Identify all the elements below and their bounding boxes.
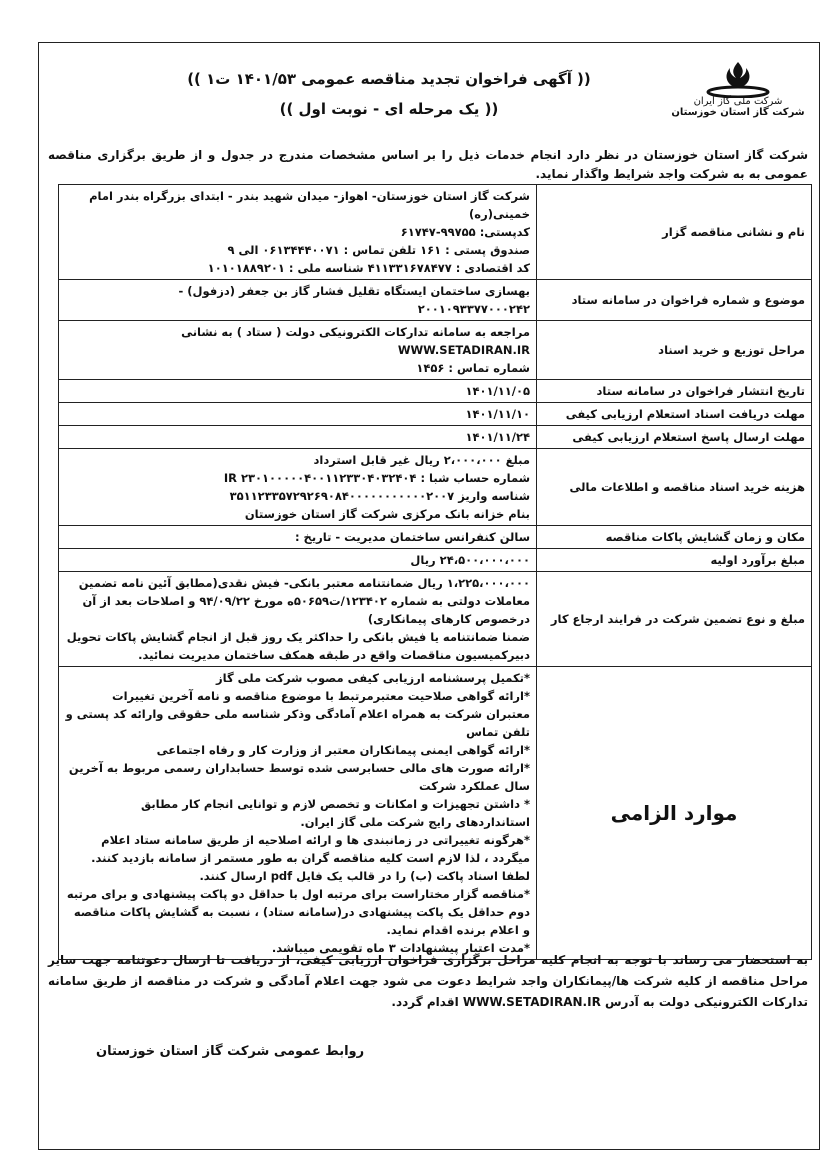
- row-value-line: کدپستی: ۹۹۷۵۵-۶۱۷۴۷: [400, 225, 530, 239]
- row-value-line: شرکت گاز استان خوزستان- اهواز- میدان شهید بندر - ابتدای بزرگراه بندر امام خمینی(ره): [89, 189, 530, 221]
- row-label: موضوع و شماره فراخوان در سامانه ستاد: [537, 280, 812, 321]
- row-value-line: شماره تماس : ۱۴۵۶: [416, 361, 530, 375]
- table-row: [59, 380, 812, 403]
- row-value-line: ۱،۲۲۵،۰۰۰،۰۰۰ ریال ضمانتنامه معتبر بانکی- فیش نقدی(مطابق آئین نامه تضمین معاملات دولتی به شماره ۱۲۳۴۰۲/ت۵۰۶۵۹ه مورخ ۹۴/۰۹/۲۲ و اصلاحات بعد از آن درخصوص کارهای پیمانکاری): [78, 576, 530, 626]
- table-row: [59, 426, 812, 449]
- row-label: مهلت دریافت اسناد استعلام ارزیابی کیفی: [537, 403, 812, 426]
- table-row: [59, 572, 812, 667]
- row-label: هزینه خرید اسناد مناقصه و اطلاعات مالی: [537, 449, 812, 526]
- public-relations-signature: روابط عمومی شرکت گاز استان خوزستان: [96, 1044, 365, 1059]
- row-value-line: ۱۴۰۱/۱۱/۰۵: [465, 384, 530, 398]
- row-value-line: *مدت اعتبار پیشنهادات ۳ ماه تقویمی میباشد.: [271, 941, 530, 955]
- row-value-line: *تکمیل پرسشنامه ارزیابی کیفی مصوب شرکت ملی گاز: [216, 671, 530, 685]
- notice-subtitle: (( یک مرحله ای - نوبت اول )): [279, 100, 499, 118]
- row-value: [59, 449, 537, 526]
- row-value-line: *ارائه صورت های مالی حسابرسی شده توسط حسابداران رسمی مربوط به آخرین سال عملکرد شرکت: [68, 761, 530, 793]
- row-label: مراحل توزیع و خرید اسناد: [537, 321, 812, 380]
- row-value: [59, 380, 537, 403]
- intro-paragraph: شرکت گاز استان خوزستان در نظر دارد انجام خدمات ذیل را بر اساس مشخصات مندرج در جدول و از طریق برگزاری مناقصه عمومی به به شرکت واجد شرایط واگذار نماید.: [48, 148, 808, 181]
- row-label: مکان و زمان گشایش پاکات مناقصه: [537, 526, 812, 549]
- row-value: [59, 403, 537, 426]
- row-value: [59, 185, 537, 280]
- logo-company-name: شرکت گاز استان خوزستان: [671, 107, 805, 118]
- row-value-line: کد اقتصادی : ۴۱۱۳۳۱۶۷۸۴۷۷ شناسه ملی : ۱۰۱۰۱۸۸۹۲۰۱: [207, 261, 530, 275]
- row-value: [59, 667, 537, 960]
- row-value-line: ضمنا ضمانتنامه یا فیش بانکی را حداکثر یک روز قبل از انجام گشایش پاکات تحویل دبیرکمیسیون مناقصات واقع در طبقه همکف ساختمان مدیریت نمائید.: [66, 630, 530, 662]
- table-row: [59, 321, 812, 380]
- row-value-line: سالن کنفرانس ساختمان مدیریت - تاریخ :: [294, 530, 530, 544]
- table-row: [59, 526, 812, 549]
- row-value-line: صندوق پستی : ۱۶۱ تلفن تماس : ۰۶۱۳۴۴۴۰۰۷۱ الی ۹: [227, 243, 530, 257]
- title-block: [164, 70, 614, 130]
- table-row: [59, 280, 812, 321]
- row-value: [59, 549, 537, 572]
- row-value-line: *هرگونه تغییراتی در زمانبندی ها و ارائه اصلاحیه از طریق سامانه ستاد اعلام میگردد ، لذا لازم است کلیه مناقصه گران به طور مستمر از سامانه بازدید کنند. لطفا اسناد پاکت (ب) را در قالب یک فایل pdf ارسال کنند.: [91, 833, 530, 883]
- row-label: مبلغ و نوع تضمین شرکت در فرایند ارجاع کار: [537, 572, 812, 667]
- row-value-line: مراجعه به سامانه تدارکات الکترونیکی دولت ( ستاد ) به نشانی WWW.SETADIRAN.IR: [181, 325, 530, 357]
- company-logo: [668, 60, 808, 140]
- row-value-line: *ارائه گواهی ایمنی پیمانکاران معتبر از وزارت کار و رفاه اجتماعی: [156, 743, 530, 757]
- row-value-line: بهسازی ساختمان ایستگاه تقلیل فشار گاز بن جعفر (دزفول) - ۲۰۰۱۰۹۳۳۷۷۰۰۰۲۴۲: [178, 284, 530, 316]
- row-value: [59, 572, 537, 667]
- row-label: نام و نشانی مناقصه گزار: [537, 185, 812, 280]
- row-value-line: ۱۴۰۱/۱۱/۱۰: [465, 407, 530, 421]
- closing-paragraph: به استحضار می رساند با توجه به انجام کلیه مراحل برگزاری فراخوان ارزیابی کیفی، از دریافت تا ارسال دعوتنامه جهت سایر مراحل مناقصه از کلیه شرکت ها/پیمانکاران واجد شرایط دعوت می شود جهت اعلام آمادگی و شرکت در مناقصه از طریق سامانه تدارکات الکترونیکی دولت به آدرس WWW.SETADIRAN.IR اقدام گردد.: [48, 953, 808, 1009]
- table-row: [59, 549, 812, 572]
- row-value-line: شناسه واریز ۳۵۱۱۲۳۳۵۷۲۹۲۶۹۰۸۴۰۰۰۰۰۰۰۰۰۰۰۲۰۰۷: [229, 489, 530, 503]
- row-value-line: ۲۴،۵۰۰،۰۰۰،۰۰۰ ریال: [410, 553, 530, 567]
- row-value: [59, 280, 537, 321]
- row-value-line: بنام خزانه بانک مرکزی شرکت گاز استان خوزستان: [244, 507, 530, 521]
- row-label: موارد الزامی: [537, 667, 812, 960]
- row-value-line: *ارائه گواهی صلاحیت معتبرمرتبط با موضوع مناقصه و نامه آخرین تغییرات معتبران شرکت به همراه اعلام آمادگی وذکر شناسه ملی حقوقی وارائه کد پستی و تلفن تماس: [65, 689, 530, 739]
- table-row: [59, 449, 812, 526]
- table-row: [59, 403, 812, 426]
- row-value-line: مبلغ ۲،۰۰۰،۰۰۰ ریال غیر قابل استرداد: [313, 453, 530, 467]
- row-value-line: * داشتن تجهیزات و امکانات و تخصص لازم و توانایی انجام کار مطابق استانداردهای رایج شرکت ملی گاز ایران.: [140, 797, 530, 829]
- table-row: [59, 185, 812, 280]
- notice-title: (( آگهی فراخوان تجدید مناقصه عمومی ۱۴۰۱/۵۳ ت۱ )): [187, 70, 591, 88]
- header: [44, 60, 814, 140]
- gas-flame-logo-icon: [703, 60, 773, 98]
- tender-spec-table: [58, 184, 812, 960]
- row-value: [59, 526, 537, 549]
- row-label: مهلت ارسال پاسخ استعلام ارزیابی کیفی: [537, 426, 812, 449]
- logo-script-text: شرکت ملی گاز ایران: [693, 96, 783, 107]
- row-value-line: ۱۴۰۱/۱۱/۲۴: [465, 430, 530, 444]
- row-value-line: شماره حساب شبا : IR ۲۳۰۱۰۰۰۰۰۴۰۰۱۱۲۳۳۰۴۰۳۲۴۰۴: [223, 471, 530, 485]
- row-label: مبلغ برآورد اولیه: [537, 549, 812, 572]
- row-value: [59, 321, 537, 380]
- row-value: [59, 426, 537, 449]
- row-label: تاریخ انتشار فراخوان در سامانه ستاد: [537, 380, 812, 403]
- table-row: [59, 667, 812, 960]
- row-value-line: *مناقصه گزار مختاراست برای مرتبه اول با حداقل دو پاکت پیشنهادی و برای مرتبه دوم حداقل یک پاکت پیشنهادی در(سامانه ستاد) ، نسبت به گشایش پاکات مناقصه و اعلام برنده اقدام نماید.: [66, 887, 530, 937]
